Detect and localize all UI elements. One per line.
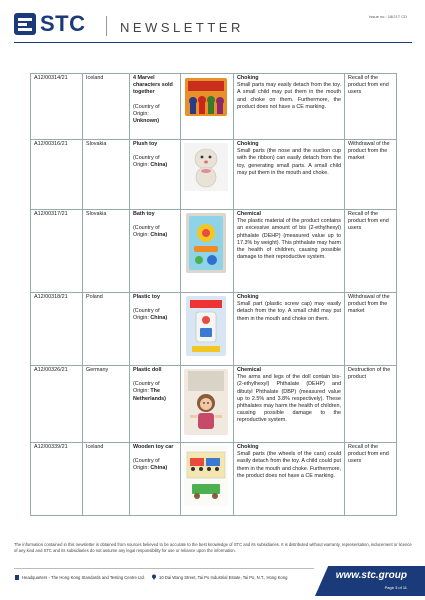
location-pin-icon <box>151 574 157 580</box>
product-name: Plush toy <box>133 141 158 147</box>
stc-logo-icon <box>14 13 36 35</box>
risk-cell <box>234 140 345 210</box>
product-cell <box>130 74 181 140</box>
risk-type: Chemical <box>237 211 261 217</box>
measures-taken: Withdrawal of the product from the market <box>345 293 397 366</box>
product-name: Plastic doll <box>133 367 162 373</box>
origin-value: China) <box>150 162 168 169</box>
risk-cell <box>234 443 345 516</box>
website-link[interactable]: www.stc.group <box>335 570 407 581</box>
origin-label: (Country of Origin: <box>133 308 160 322</box>
disclaimer: The information contained in this newsletter is obtained from sources believed to be accurate to the best knowledge of STC and its subsidiaries. It is distributed without warranty, representation, inducement or licence of any kind and STC and its subsidiaries do not assume any legal responsibility for use or reliance upon the information. <box>14 542 412 553</box>
origin-value: China) <box>150 465 168 472</box>
origin-value: Unknown) <box>133 118 160 125</box>
notifying-country: Slovakia <box>83 210 130 293</box>
origin-label: (Country of Origin: <box>133 458 160 472</box>
measures-taken: Recall of the product from end users <box>345 443 397 516</box>
product-cell <box>130 293 181 366</box>
ref-number: A12/00316/21 <box>31 140 83 210</box>
risk-description: The arms and legs of the doll contain bis-(2-ethylhexyl) Phthalate (DEHP) and dibutyl Phthalate (DBP) (measured value up to 2.5% and 3.8% respectively). These phthalates may harm the health of children, causing possible damage to the reproductive system. <box>237 374 341 424</box>
origin-value: The Netherlands) <box>133 388 166 402</box>
product-image-cell <box>181 293 234 366</box>
product-image <box>184 77 228 117</box>
product-image <box>184 369 228 435</box>
measures-taken: Recall of the product from end users <box>345 74 397 140</box>
building-icon <box>14 574 20 580</box>
origin-value: China) <box>150 232 168 239</box>
risk-type: Choking <box>237 294 259 300</box>
issue-number: Issue no.: 18/21T CD <box>369 14 407 19</box>
header-divider <box>106 16 107 36</box>
product-image-cell <box>181 210 234 293</box>
recall-table <box>30 73 397 516</box>
risk-type: Choking <box>237 141 259 147</box>
product-image-cell <box>181 443 234 516</box>
footer-contact <box>14 574 287 580</box>
notifying-country: Iceland <box>83 443 130 516</box>
product-cell <box>130 366 181 443</box>
origin-value: China) <box>150 315 168 322</box>
address: 10 Dai Wang Street, Tai Po Industrial Estate, Tai Po, N.T., Hong Kong <box>159 574 288 580</box>
table-row <box>31 443 397 516</box>
risk-type: Choking <box>237 75 259 81</box>
origin-label: (Country of Origin: <box>133 381 160 395</box>
stc-logo <box>14 13 86 35</box>
risk-cell <box>234 293 345 366</box>
headquarters: Headquarters - The Hong Kong Standards and Testing Centre Ltd. <box>22 574 145 580</box>
table-row <box>31 293 397 366</box>
risk-type: Choking <box>237 444 259 450</box>
notifying-country: Germany <box>83 366 130 443</box>
product-image <box>184 213 228 273</box>
risk-description: The plastic material of the product contains an excessive amount of bis (2-ethylhexyl) phthalate (DEHP) (measured value up to 17.3% by weight). This phthalate may harm the health of children, causing possible damage to their reproductive system. <box>237 218 341 261</box>
origin-label: (Country of Origin: <box>133 155 160 169</box>
table-row <box>31 210 397 293</box>
risk-description: Small part (plastic screw cap) may easily detach from the toy. A small child may put them in the mouth and choke on them. <box>237 301 341 322</box>
footer-rule <box>14 568 314 569</box>
page-header <box>0 0 425 40</box>
header-rule <box>14 42 412 43</box>
ref-number: A12/00326/21 <box>31 366 83 443</box>
risk-cell <box>234 74 345 140</box>
risk-cell <box>234 210 345 293</box>
ref-number: A12/00317/21 <box>31 210 83 293</box>
table-row <box>31 366 397 443</box>
notifying-country: Slovakia <box>83 140 130 210</box>
product-cell <box>130 443 181 516</box>
product-image <box>184 296 228 356</box>
ref-number: A12/00339/21 <box>31 443 83 516</box>
newsletter-title: NEWSLETTER <box>120 20 244 35</box>
table-row <box>31 74 397 140</box>
product-image-cell <box>181 74 234 140</box>
product-image <box>184 143 228 191</box>
product-cell <box>130 210 181 293</box>
product-cell <box>130 140 181 210</box>
risk-description: Small parts (the nose and the suction cup with the ribbon) can easily detach from the toy, generating small parts. A small child may put them in the mouth and choke. <box>237 148 341 176</box>
product-name: Wooden toy car <box>133 444 174 450</box>
risk-description: Small parts may easily detach from the toy. A small child may put them in the mouth and choke on them. Furthermore, the product does not have a CE marking. <box>237 82 341 110</box>
product-name: Bath toy <box>133 211 155 217</box>
page-number: Page 3 of 11 <box>384 585 407 590</box>
measures-taken: Withdrawal of the product from the market <box>345 140 397 210</box>
product-name: Plastic toy <box>133 294 160 300</box>
risk-description: Small parts (the wheels of the cars) could easily detach from the toy. A child could put them in the mouth and choke. Furthermore, the product does not have a CE marking. <box>237 451 341 479</box>
ref-number: A12/00314/21 <box>31 74 83 140</box>
product-name: 4 Marvel characters sold together <box>133 75 173 96</box>
product-image-cell <box>181 366 234 443</box>
origin-label: (Country of Origin: <box>133 103 160 117</box>
risk-type: Chemical <box>237 367 261 373</box>
notifying-country: Iceland <box>83 74 130 140</box>
logo-text: STC <box>40 11 86 36</box>
measures-taken: Recall of the product from end users <box>345 210 397 293</box>
measures-taken: Destruction of the product <box>345 366 397 443</box>
product-image-cell <box>181 140 234 210</box>
ref-number: A12/00318/21 <box>31 293 83 366</box>
notifying-country: Poland <box>83 293 130 366</box>
risk-cell <box>234 366 345 443</box>
table-row <box>31 140 397 210</box>
product-image <box>184 446 228 506</box>
origin-label: (Country of Origin: <box>133 225 160 239</box>
